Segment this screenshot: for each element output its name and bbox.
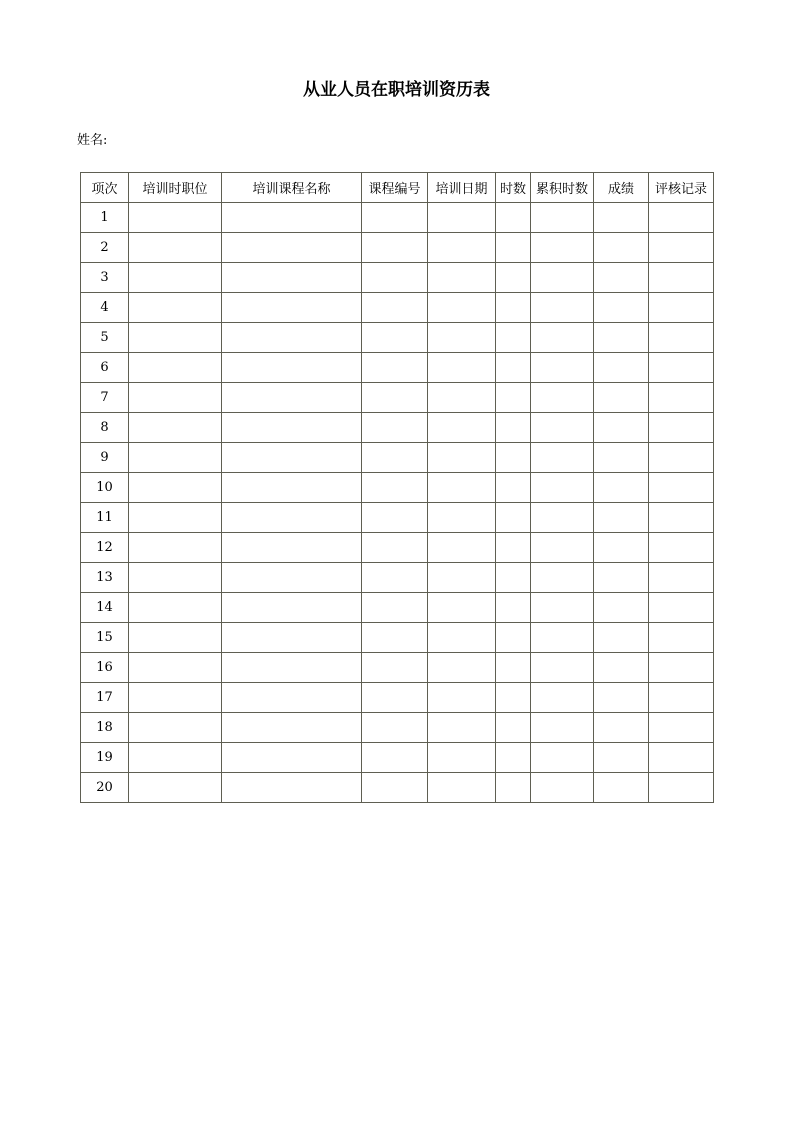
table-row bbox=[81, 323, 714, 353]
table-cell[interactable] bbox=[531, 443, 594, 473]
table-cell[interactable] bbox=[222, 263, 362, 293]
table-cell[interactable] bbox=[428, 203, 496, 233]
row-number: 9 bbox=[81, 443, 129, 473]
table-cell[interactable] bbox=[129, 533, 222, 563]
table-cell[interactable] bbox=[531, 233, 594, 263]
table-cell[interactable] bbox=[362, 323, 428, 353]
table-cell[interactable] bbox=[649, 443, 714, 473]
table-cell[interactable] bbox=[428, 533, 496, 563]
table-cell[interactable] bbox=[222, 773, 362, 803]
table-cell[interactable] bbox=[496, 743, 531, 773]
table-cell[interactable] bbox=[362, 233, 428, 263]
table-cell[interactable] bbox=[129, 233, 222, 263]
table-cell[interactable] bbox=[649, 713, 714, 743]
table-cell[interactable] bbox=[129, 773, 222, 803]
table-cell[interactable] bbox=[428, 593, 496, 623]
table-cell[interactable] bbox=[362, 263, 428, 293]
row-number: 11 bbox=[81, 503, 129, 533]
table-cell[interactable] bbox=[222, 203, 362, 233]
table-cell[interactable] bbox=[496, 203, 531, 233]
table-cell[interactable] bbox=[428, 503, 496, 533]
table-cell[interactable] bbox=[531, 743, 594, 773]
table-row bbox=[81, 353, 714, 383]
column-header: 项次 bbox=[81, 173, 129, 203]
table-cell[interactable] bbox=[531, 293, 594, 323]
table-cell[interactable] bbox=[222, 743, 362, 773]
column-header: 培训课程名称 bbox=[222, 173, 362, 203]
table-cell[interactable] bbox=[594, 443, 649, 473]
table-cell[interactable] bbox=[428, 383, 496, 413]
table-cell[interactable] bbox=[362, 443, 428, 473]
table-cell[interactable] bbox=[496, 233, 531, 263]
table-cell[interactable] bbox=[362, 413, 428, 443]
table-cell[interactable] bbox=[222, 353, 362, 383]
table-cell[interactable] bbox=[362, 473, 428, 503]
table-row bbox=[81, 683, 714, 713]
table-cell[interactable] bbox=[531, 623, 594, 653]
table-cell[interactable] bbox=[222, 323, 362, 353]
table-cell[interactable] bbox=[222, 413, 362, 443]
table-row bbox=[81, 293, 714, 323]
table-cell[interactable] bbox=[222, 683, 362, 713]
table-cell[interactable] bbox=[129, 623, 222, 653]
table-cell[interactable] bbox=[649, 653, 714, 683]
table-cell[interactable] bbox=[362, 383, 428, 413]
table-cell[interactable] bbox=[362, 713, 428, 743]
table-cell[interactable] bbox=[428, 443, 496, 473]
table-cell[interactable] bbox=[594, 473, 649, 503]
table-cell[interactable] bbox=[496, 473, 531, 503]
table-cell[interactable] bbox=[362, 683, 428, 713]
table-cell[interactable] bbox=[649, 623, 714, 653]
table-cell[interactable] bbox=[129, 743, 222, 773]
row-number: 20 bbox=[81, 773, 129, 803]
table-cell[interactable] bbox=[531, 563, 594, 593]
row-number: 8 bbox=[81, 413, 129, 443]
table-cell[interactable] bbox=[428, 563, 496, 593]
table-cell[interactable] bbox=[594, 323, 649, 353]
table-cell[interactable] bbox=[362, 503, 428, 533]
table-cell[interactable] bbox=[129, 413, 222, 443]
table-cell[interactable] bbox=[594, 383, 649, 413]
table-row bbox=[81, 623, 714, 653]
table-body bbox=[81, 203, 714, 803]
table-cell[interactable] bbox=[129, 353, 222, 383]
table-cell[interactable] bbox=[649, 563, 714, 593]
table-cell[interactable] bbox=[594, 293, 649, 323]
table-row bbox=[81, 203, 714, 233]
table-cell[interactable] bbox=[428, 413, 496, 443]
table-cell[interactable] bbox=[222, 533, 362, 563]
table-cell[interactable] bbox=[222, 293, 362, 323]
table-cell[interactable] bbox=[428, 623, 496, 653]
row-number: 5 bbox=[81, 323, 129, 353]
table-cell[interactable] bbox=[594, 563, 649, 593]
table-cell[interactable] bbox=[496, 653, 531, 683]
table-cell[interactable] bbox=[362, 533, 428, 563]
table-cell[interactable] bbox=[649, 203, 714, 233]
table-cell[interactable] bbox=[428, 263, 496, 293]
table-cell[interactable] bbox=[222, 473, 362, 503]
table-cell[interactable] bbox=[531, 383, 594, 413]
table-row bbox=[81, 383, 714, 413]
table-cell[interactable] bbox=[594, 743, 649, 773]
table-cell[interactable] bbox=[362, 563, 428, 593]
table-row bbox=[81, 773, 714, 803]
table-cell[interactable] bbox=[496, 563, 531, 593]
row-number: 7 bbox=[81, 383, 129, 413]
table-cell[interactable] bbox=[496, 533, 531, 563]
table-cell[interactable] bbox=[531, 683, 594, 713]
table-cell[interactable] bbox=[496, 353, 531, 383]
table-cell[interactable] bbox=[594, 653, 649, 683]
table-cell[interactable] bbox=[496, 443, 531, 473]
column-header: 评核记录 bbox=[649, 173, 714, 203]
table-cell[interactable] bbox=[496, 773, 531, 803]
table-cell[interactable] bbox=[649, 263, 714, 293]
table-cell[interactable] bbox=[649, 233, 714, 263]
table-cell[interactable] bbox=[594, 533, 649, 563]
table-row bbox=[81, 563, 714, 593]
table-cell[interactable] bbox=[496, 503, 531, 533]
table-cell[interactable] bbox=[594, 713, 649, 743]
table-cell[interactable] bbox=[362, 353, 428, 383]
table-cell[interactable] bbox=[129, 263, 222, 293]
table-row bbox=[81, 413, 714, 443]
row-number: 6 bbox=[81, 353, 129, 383]
table-cell[interactable] bbox=[362, 593, 428, 623]
row-number: 19 bbox=[81, 743, 129, 773]
table-cell[interactable] bbox=[129, 293, 222, 323]
table-row bbox=[81, 713, 714, 743]
table-cell[interactable] bbox=[531, 473, 594, 503]
table-cell[interactable] bbox=[428, 293, 496, 323]
table-cell[interactable] bbox=[222, 503, 362, 533]
table-cell[interactable] bbox=[649, 383, 714, 413]
table-cell[interactable] bbox=[428, 773, 496, 803]
table-cell[interactable] bbox=[222, 653, 362, 683]
table-cell[interactable] bbox=[428, 473, 496, 503]
table-cell[interactable] bbox=[222, 713, 362, 743]
table-row bbox=[81, 503, 714, 533]
table-cell[interactable] bbox=[428, 353, 496, 383]
row-number: 16 bbox=[81, 653, 129, 683]
table-cell[interactable] bbox=[594, 203, 649, 233]
table-row bbox=[81, 233, 714, 263]
table-cell[interactable] bbox=[129, 683, 222, 713]
table-cell[interactable] bbox=[531, 323, 594, 353]
table-cell[interactable] bbox=[129, 713, 222, 743]
table-cell[interactable] bbox=[531, 593, 594, 623]
table-cell[interactable] bbox=[428, 683, 496, 713]
table-cell[interactable] bbox=[129, 593, 222, 623]
table-cell[interactable] bbox=[531, 203, 594, 233]
row-number: 1 bbox=[81, 203, 129, 233]
table-cell[interactable] bbox=[649, 353, 714, 383]
row-number: 13 bbox=[81, 563, 129, 593]
table-cell[interactable] bbox=[594, 413, 649, 443]
table-cell[interactable] bbox=[594, 503, 649, 533]
table-cell[interactable] bbox=[428, 233, 496, 263]
row-number: 4 bbox=[81, 293, 129, 323]
row-number: 14 bbox=[81, 593, 129, 623]
table-cell[interactable] bbox=[222, 443, 362, 473]
table-cell[interactable] bbox=[496, 293, 531, 323]
table-cell[interactable] bbox=[428, 713, 496, 743]
table-cell[interactable] bbox=[496, 413, 531, 443]
table-cell[interactable] bbox=[649, 683, 714, 713]
table-row bbox=[81, 743, 714, 773]
table-row bbox=[81, 263, 714, 293]
table-cell[interactable] bbox=[531, 533, 594, 563]
table-cell[interactable] bbox=[428, 323, 496, 353]
table-cell[interactable] bbox=[531, 773, 594, 803]
table-cell[interactable] bbox=[594, 233, 649, 263]
table-cell[interactable] bbox=[649, 533, 714, 563]
table-cell[interactable] bbox=[649, 473, 714, 503]
name-label: 姓名: bbox=[77, 133, 108, 148]
table-cell[interactable] bbox=[362, 653, 428, 683]
page-title: 从业人员在职培训资历表 bbox=[303, 80, 490, 100]
row-number: 12 bbox=[81, 533, 129, 563]
table-cell[interactable] bbox=[362, 203, 428, 233]
table-cell[interactable] bbox=[649, 743, 714, 773]
table-cell[interactable] bbox=[222, 233, 362, 263]
table-cell[interactable] bbox=[649, 593, 714, 623]
table-cell[interactable] bbox=[428, 743, 496, 773]
table-cell[interactable] bbox=[362, 623, 428, 653]
table-cell[interactable] bbox=[649, 323, 714, 353]
table-row bbox=[81, 533, 714, 563]
table-cell[interactable] bbox=[594, 773, 649, 803]
table-cell[interactable] bbox=[531, 653, 594, 683]
table-cell[interactable] bbox=[496, 323, 531, 353]
table-cell[interactable] bbox=[594, 683, 649, 713]
table-cell[interactable] bbox=[496, 713, 531, 743]
table-cell[interactable] bbox=[531, 713, 594, 743]
table-row bbox=[81, 473, 714, 503]
table-cell[interactable] bbox=[222, 383, 362, 413]
table-cell[interactable] bbox=[594, 593, 649, 623]
row-number: 10 bbox=[81, 473, 129, 503]
table-cell[interactable] bbox=[531, 263, 594, 293]
row-number: 15 bbox=[81, 623, 129, 653]
table-cell[interactable] bbox=[428, 653, 496, 683]
table-cell[interactable] bbox=[129, 203, 222, 233]
table-cell[interactable] bbox=[362, 773, 428, 803]
table-cell[interactable] bbox=[649, 773, 714, 803]
table-cell[interactable] bbox=[531, 413, 594, 443]
column-header: 时数 bbox=[496, 173, 531, 203]
column-header: 培训时职位 bbox=[129, 173, 222, 203]
table-cell[interactable] bbox=[496, 593, 531, 623]
column-header: 累积时数 bbox=[531, 173, 594, 203]
table-cell[interactable] bbox=[496, 623, 531, 653]
table-cell[interactable] bbox=[531, 503, 594, 533]
table-cell[interactable] bbox=[594, 353, 649, 383]
table-cell[interactable] bbox=[594, 623, 649, 653]
table-cell[interactable] bbox=[222, 593, 362, 623]
table-cell[interactable] bbox=[129, 383, 222, 413]
header-row bbox=[81, 173, 714, 203]
table-cell[interactable] bbox=[649, 413, 714, 443]
table-cell[interactable] bbox=[362, 743, 428, 773]
table-cell[interactable] bbox=[222, 623, 362, 653]
table-cell[interactable] bbox=[129, 653, 222, 683]
table-cell[interactable] bbox=[129, 563, 222, 593]
table-row bbox=[81, 443, 714, 473]
table-cell[interactable] bbox=[649, 503, 714, 533]
table-cell[interactable] bbox=[531, 353, 594, 383]
table-row bbox=[81, 653, 714, 683]
table-row bbox=[81, 593, 714, 623]
table-cell[interactable] bbox=[129, 443, 222, 473]
column-header: 成绩 bbox=[594, 173, 649, 203]
table-cell[interactable] bbox=[129, 503, 222, 533]
table-cell[interactable] bbox=[594, 263, 649, 293]
row-number: 3 bbox=[81, 263, 129, 293]
row-number: 2 bbox=[81, 233, 129, 263]
table-cell[interactable] bbox=[496, 263, 531, 293]
table-cell[interactable] bbox=[362, 293, 428, 323]
table-cell[interactable] bbox=[496, 683, 531, 713]
table-cell[interactable] bbox=[649, 293, 714, 323]
training-record-table bbox=[80, 172, 714, 803]
table-cell[interactable] bbox=[222, 563, 362, 593]
table-cell[interactable] bbox=[496, 383, 531, 413]
row-number: 17 bbox=[81, 683, 129, 713]
row-number: 18 bbox=[81, 713, 129, 743]
column-header: 培训日期 bbox=[428, 173, 496, 203]
table-cell[interactable] bbox=[129, 323, 222, 353]
table-cell[interactable] bbox=[129, 473, 222, 503]
column-header: 课程编号 bbox=[362, 173, 428, 203]
